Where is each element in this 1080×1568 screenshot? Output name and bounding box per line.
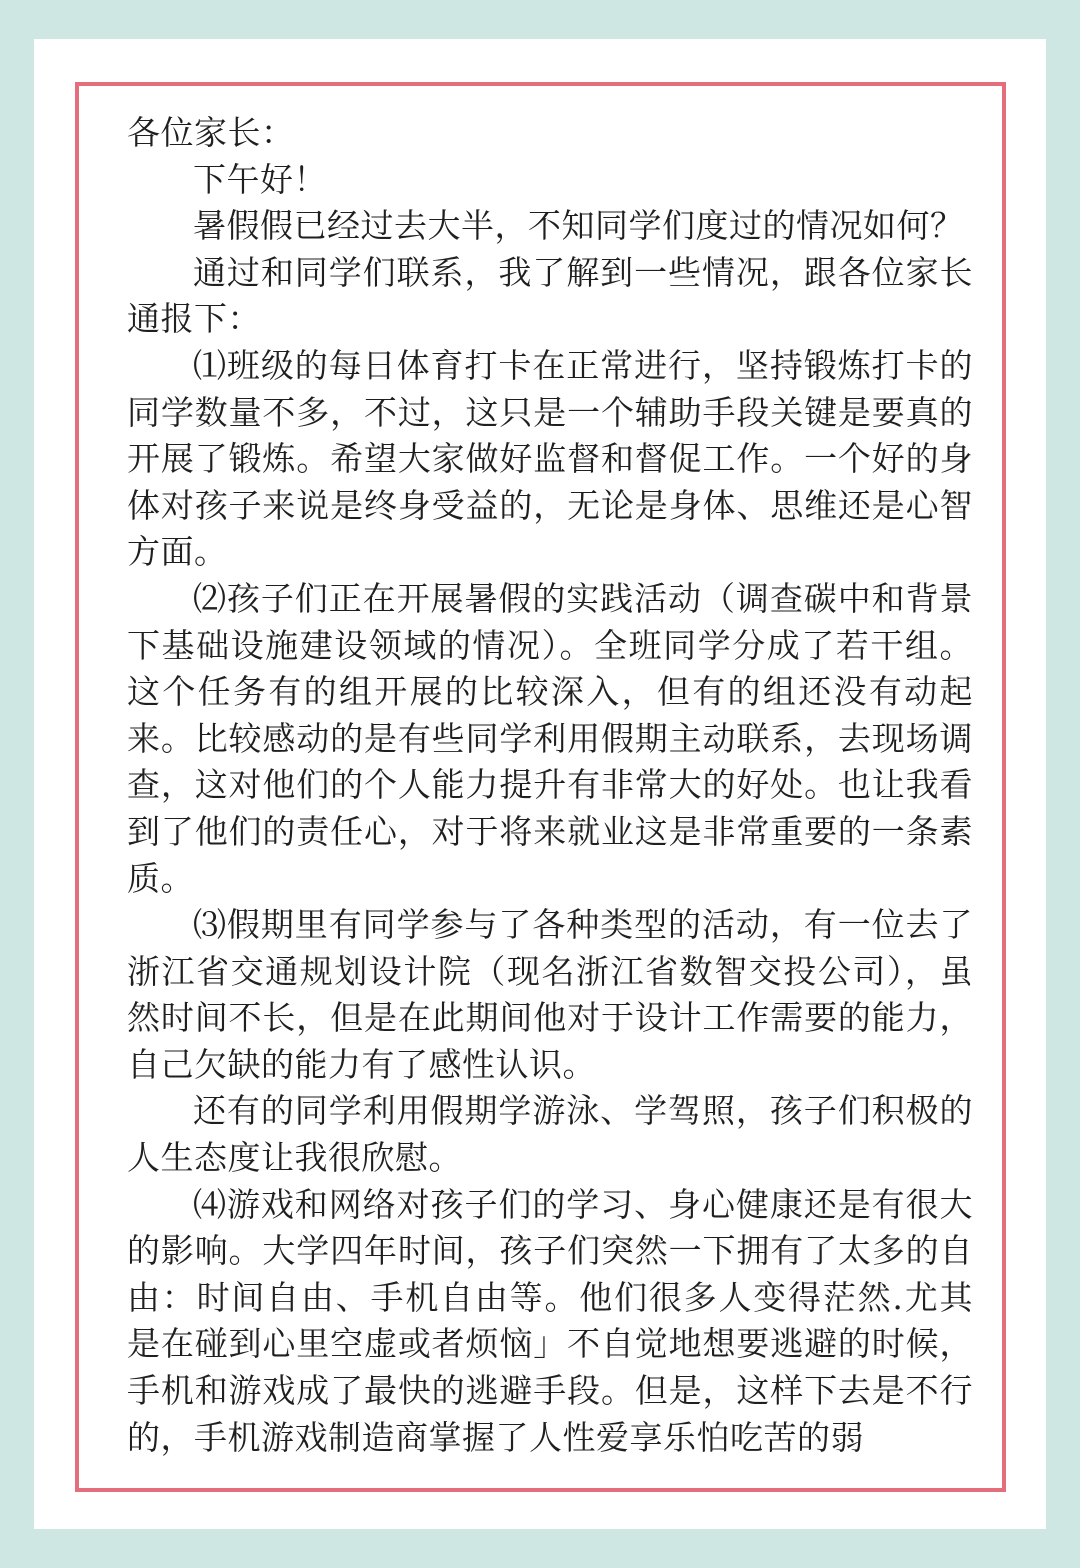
letter-body: [127, 110, 973, 1457]
greeting: 下午好！: [193, 159, 327, 199]
paragraph-other-students: 还有的同学利用假期学游泳、学驾照，孩子们积极的人生态度让我很欣慰。: [127, 1091, 973, 1178]
paragraph-summer-status: 暑假假已经过去大半，不知同学们度过的情况如何？: [193, 206, 964, 246]
paragraph-intro: 通过和同学们联系，我了解到一些情况，跟各位家长通报下：: [127, 252, 973, 339]
salutation: 各位家长：: [127, 113, 295, 152]
paragraph-item-2: ⑵孩子们正在开展暑假的实践活动（调查碳中和背景下基础设施建设领域的情况）。全班同学分成了若干组。这个任务有的组开展的比较深入，但有的组还没有动起来。比较感动的是有些同学利用假期主动联系，去现场调查，这对他们的个人能力提升有非常大的好处。也让我看到了他们的责任心，对于将来就业这是非常重要的一条素质。: [127, 578, 973, 898]
paragraph-item-4: ⑷游戏和网络对孩子们的学习、身心健康还是有很大的影响。大学四年时间，孩子们突然一下拥有了太多的自由：时间自由、手机自由等。他们很多人变得茫然.尤其是在碰到心里空虚或者烦恼」不自觉地想要逃避的时候，手机和游戏成了最快的逃避手段。但是，这样下去是不行的，手机游戏制造商掌握了人性爱享乐怕吃苦的弱: [127, 1184, 973, 1457]
paragraph-item-1: ⑴班级的每日体育打卡在正常进行，坚持锻炼打卡的同学数量不多，不过，这只是一个辅助手段关键是要真的开展了锻炼。希望大家做好监督和督促工作。一个好的身体对孩子来说是终身受益的，无论是身体、思维还是心智方面。: [127, 345, 973, 572]
paragraph-item-3: ⑶假期里有同学参与了各种类型的活动，有一位去了浙江省交通规划设计院（现名浙江省数智交投公司），虽然时间不长，但是在此期间他对于设计工作需要的能力，自己欠缺的能力有了感性认识。: [127, 905, 973, 1084]
